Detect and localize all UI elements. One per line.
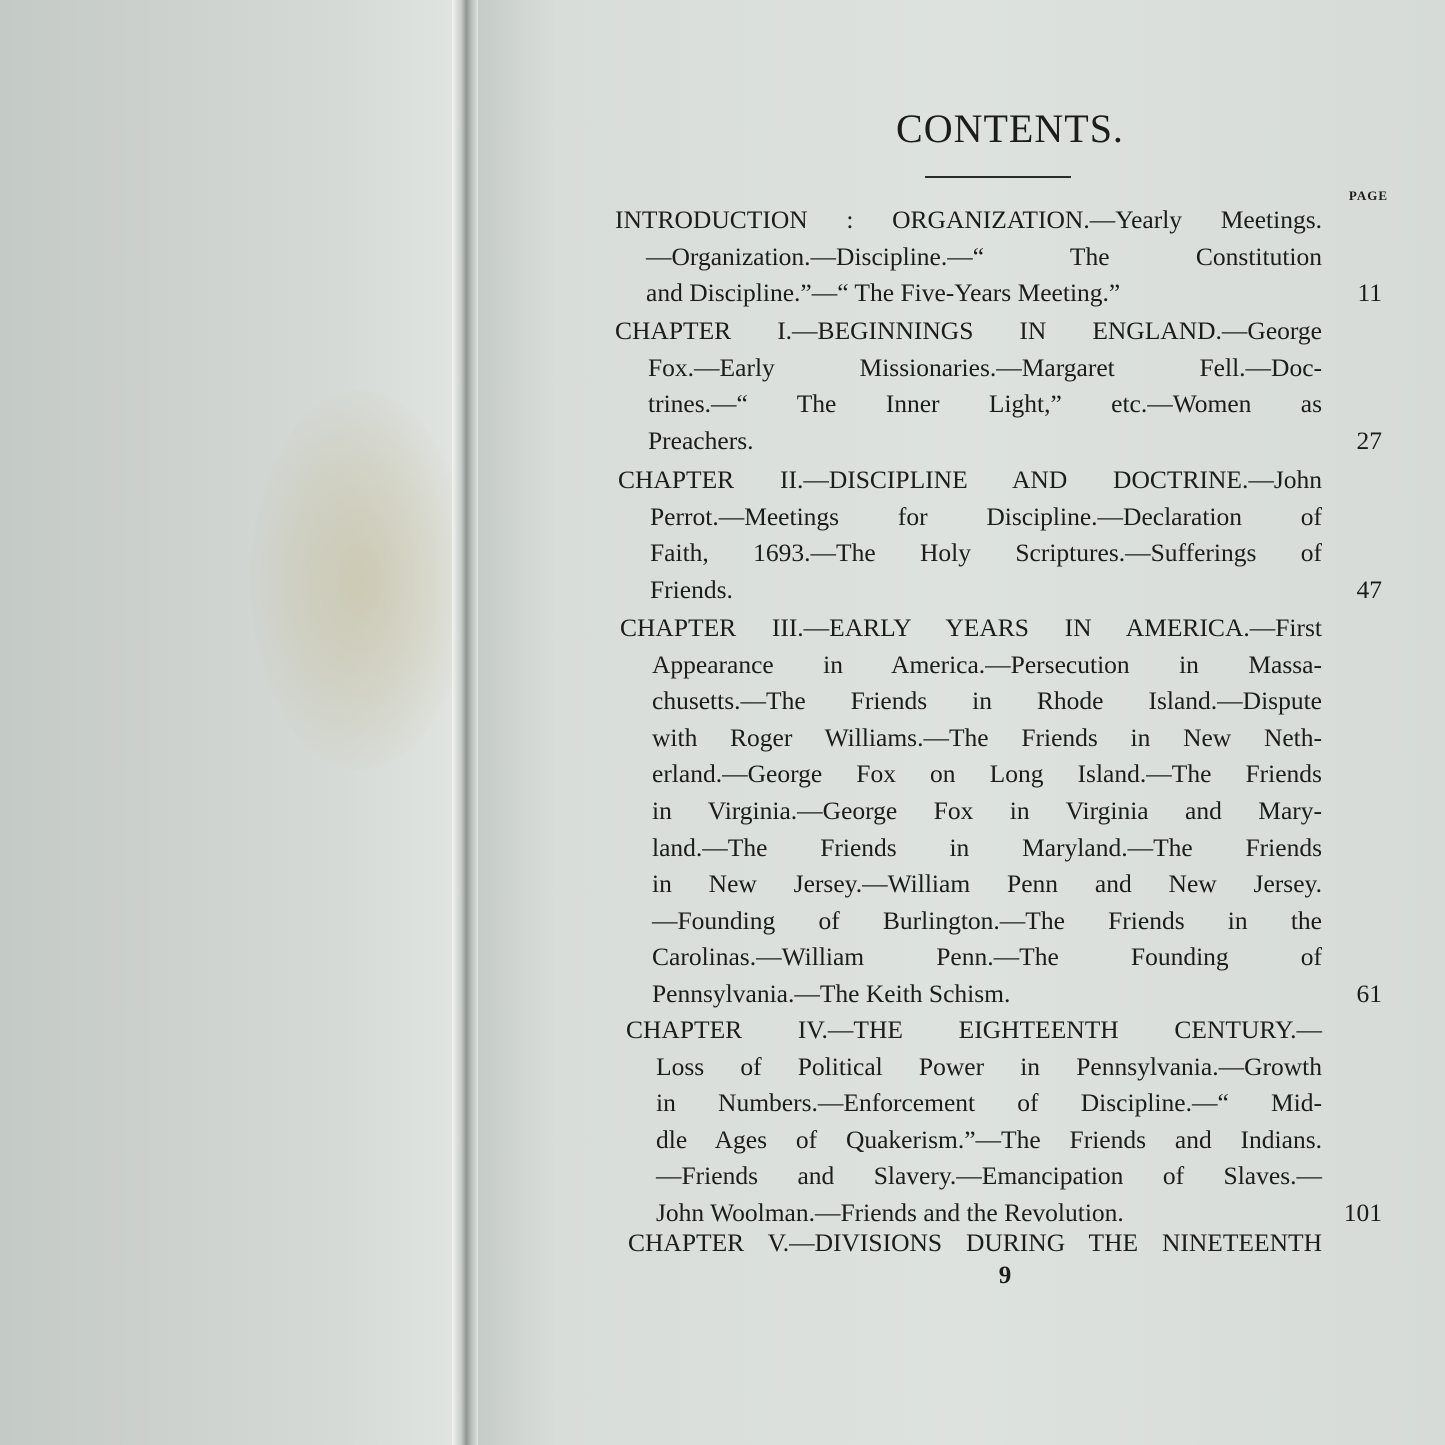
toc-entry-line: with Roger Williams.—The Friends in New Neth- bbox=[652, 722, 1322, 752]
toc-entry-heading: CHAPTER I.—BEGINNINGS IN ENGLAND.—George bbox=[615, 316, 1322, 345]
toc-entry-line: John Woolman.—Friends and the Revolution. bbox=[656, 1198, 1124, 1227]
toc-entry-heading: CHAPTER V.—DIVISIONS DURING THE NINETEENTH bbox=[628, 1228, 1322, 1257]
water-stain bbox=[250, 390, 470, 770]
toc-entry-line: Fox.—Early Missionaries.—Margaret Fell.—Doc- bbox=[648, 352, 1322, 382]
page-number: 11 bbox=[1357, 278, 1382, 308]
toc-entry-line: in Virginia.—George Fox in Virginia and Mary- bbox=[652, 796, 1322, 825]
toc-entry-line: Pennsylvania.—The Keith Schism. bbox=[652, 979, 1011, 1008]
toc-entry-line: Carolinas.—William Penn.—The Founding of bbox=[652, 942, 1322, 972]
toc-entry-line: Preachers. bbox=[648, 425, 754, 455]
toc-entry-heading: CHAPTER II.—DISCIPLINE AND DOCTRINE.—John bbox=[618, 465, 1322, 494]
left-page bbox=[0, 0, 452, 1445]
toc-entry-line: Friends. bbox=[650, 574, 733, 604]
toc-entry-line: dle Ages of Quakerism.”—The Friends and Indians. bbox=[656, 1124, 1322, 1154]
page-number: 27 bbox=[1356, 425, 1382, 455]
toc-entry-line: erland.—George Fox on Long Island.—The Friends bbox=[652, 759, 1322, 789]
contents-title: CONTENTS. bbox=[896, 106, 1124, 151]
page-number: 101 bbox=[1343, 1198, 1382, 1227]
page-number: 61 bbox=[1356, 979, 1382, 1008]
toc-entry-line: trines.—“ The Inner Light,” etc.—Women as bbox=[648, 389, 1322, 419]
title-rule bbox=[925, 176, 1071, 178]
toc-entry-line: —Friends and Slavery.—Emancipation of Slaves.— bbox=[656, 1161, 1322, 1191]
toc-entry-heading: CHAPTER IV.—THE EIGHTEENTH CENTURY.— bbox=[626, 1015, 1322, 1044]
toc-entry-line: and Discipline.”—“ The Five-Years Meeting.” bbox=[646, 278, 1121, 308]
toc-entry-line: Faith, 1693.—The Holy Scriptures.—Sufferings of bbox=[650, 538, 1322, 568]
toc-entry-line: in New Jersey.—William Penn and New Jersey. bbox=[652, 869, 1322, 899]
toc-entry-heading: CHAPTER III.—EARLY YEARS IN AMERICA.—First bbox=[620, 613, 1322, 642]
toc-entry-line: Appearance in America.—Persecution in Massa- bbox=[652, 649, 1322, 679]
toc-entry-line: land.—The Friends in Maryland.—The Friends bbox=[652, 832, 1322, 862]
toc-entry-line: —Founding of Burlington.—The Friends in the bbox=[652, 905, 1322, 935]
toc-entry-line: in Numbers.—Enforcement of Discipline.—“ Mid- bbox=[656, 1088, 1322, 1118]
page-column-label: PAGE bbox=[1348, 188, 1388, 203]
toc-entry-line: chusetts.—The Friends in Rhode Island.—Dispute bbox=[652, 686, 1322, 716]
folio-number: 9 bbox=[998, 1262, 1012, 1289]
toc-entry-line: —Organization.—Discipline.—“ The Constitution bbox=[646, 241, 1322, 271]
toc-entry-line: Perrot.—Meetings for Discipline.—Declaration of bbox=[650, 501, 1322, 531]
page-number: 47 bbox=[1356, 574, 1382, 604]
book-gutter bbox=[452, 0, 478, 1445]
toc-entry-line: Loss of Political Power in Pennsylvania.—Growth bbox=[656, 1051, 1322, 1081]
toc-entry-heading: INTRODUCTION : ORGANIZATION.—Yearly Meetings. bbox=[615, 205, 1322, 234]
